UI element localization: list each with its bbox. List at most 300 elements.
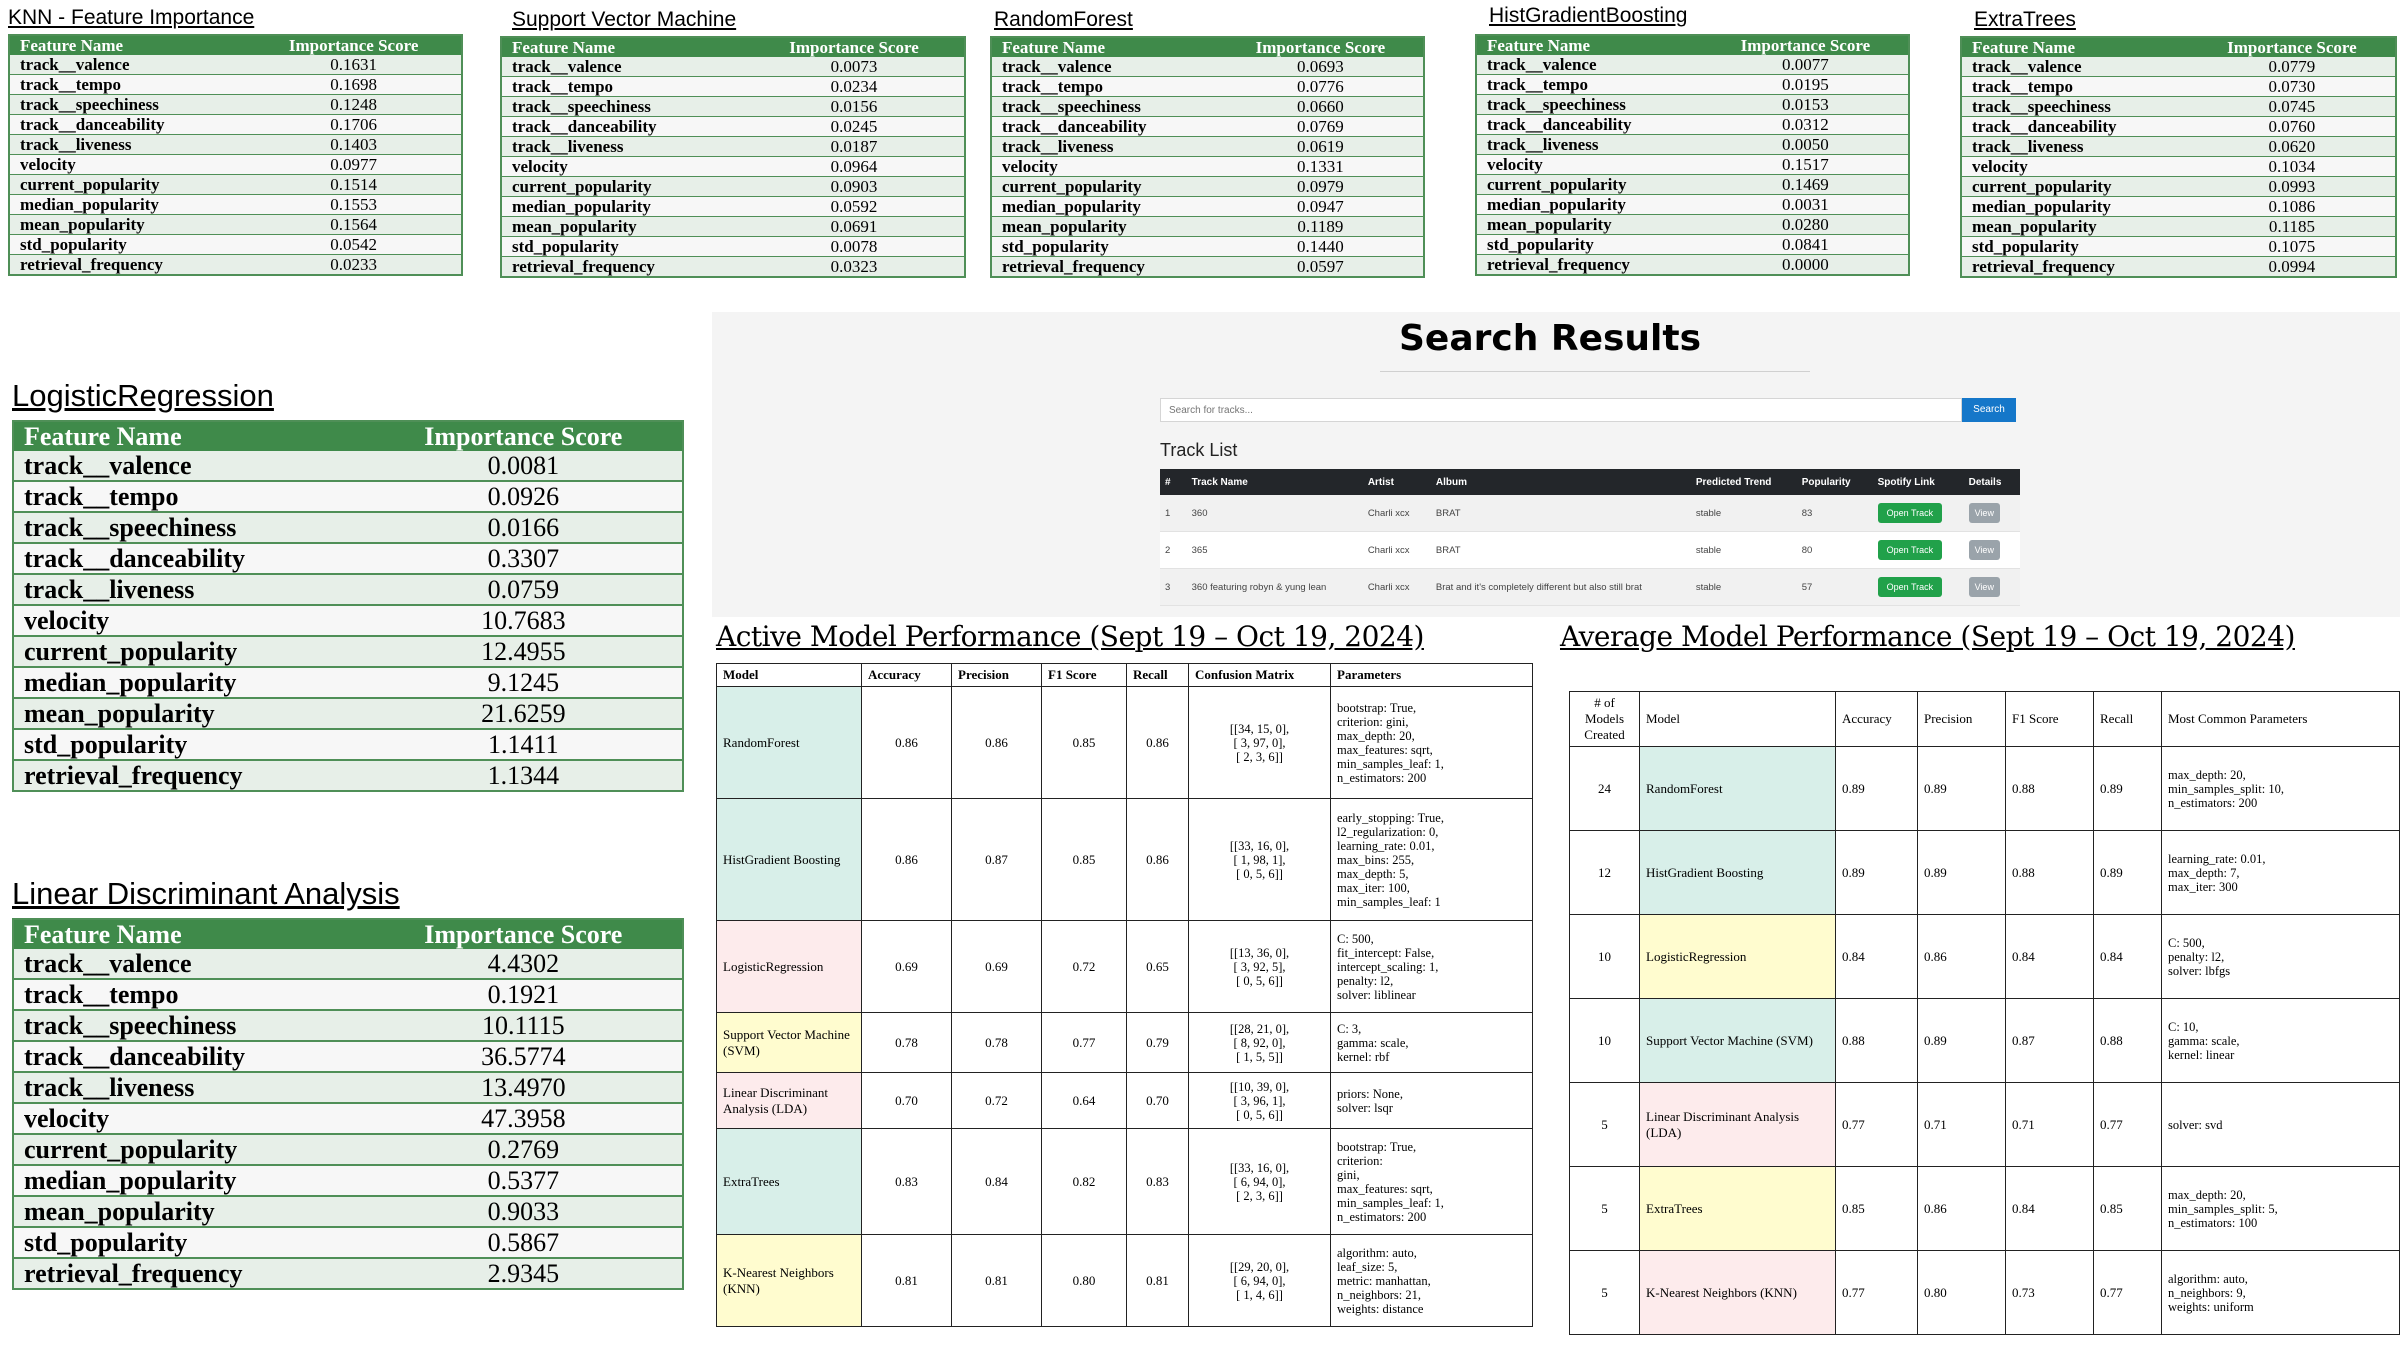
feature-name: track__liveness: [1961, 137, 2189, 157]
matrix-line: [ 0, 5, 6]]: [1236, 1107, 1283, 1122]
importance-score: 47.3958: [365, 1103, 683, 1134]
metric-f1: 0.85: [1042, 799, 1127, 921]
metric-f1: 0.64: [1042, 1073, 1127, 1129]
feature-name: mean_popularity: [13, 1196, 365, 1227]
feature-name: track__speechiness: [991, 97, 1218, 117]
table-row: [991, 217, 1424, 237]
parameters: [2162, 831, 2400, 915]
metric-prec: 0.84: [952, 1129, 1042, 1235]
importance-score: 0.1514: [246, 175, 462, 195]
model-name: ExtraTrees: [1640, 1167, 1836, 1251]
param-line: weights: distance: [1337, 1301, 1424, 1316]
fi-panel-lda: [12, 876, 684, 1290]
fi-title: Support Vector Machine: [512, 8, 737, 31]
fi-title: HistGradientBoosting: [1489, 4, 1688, 27]
matrix-line: [ 8, 92, 0],: [1233, 1035, 1286, 1050]
param-line: n_estimators: 200: [1337, 770, 1427, 785]
importance-score-header: Importance Score: [2189, 37, 2396, 57]
column-header: F1 Score: [1042, 664, 1127, 687]
column-header: Confusion Matrix: [1189, 664, 1331, 687]
matrix-line: [ 0, 5, 6]]: [1236, 973, 1283, 988]
fi-title: KNN - Feature Importance: [8, 6, 255, 29]
feature-name: retrieval_frequency: [1476, 255, 1703, 276]
table-row: [9, 255, 462, 276]
metric-prec: 0.71: [1918, 1083, 2006, 1167]
column-header: Album: [1431, 469, 1691, 495]
parameters: [1331, 1129, 1533, 1235]
feature-name: track__speechiness: [1476, 95, 1703, 115]
param-line: min_samples_leaf: 1,: [1337, 1195, 1444, 1210]
table-row: [1160, 532, 2020, 569]
importance-score: 0.0619: [1218, 137, 1424, 157]
feature-name: track__speechiness: [501, 97, 744, 117]
importance-score: 0.0926: [365, 481, 683, 512]
active-perf-panel: [716, 620, 1533, 1327]
importance-score: 10.7683: [365, 605, 683, 636]
matrix-line: [ 6, 94, 0],: [1233, 1273, 1286, 1288]
view-button[interactable]: View: [1969, 503, 2000, 523]
param-line: C: 10,: [2168, 1019, 2199, 1034]
importance-score: 0.0620: [2189, 137, 2396, 157]
parameters: [1331, 1013, 1533, 1073]
feature-name-header: Feature Name: [1961, 37, 2189, 57]
param-line: kernel: rbf: [1337, 1049, 1390, 1064]
matrix-line: [ 3, 97, 0],: [1233, 735, 1286, 750]
table-row: [13, 1134, 683, 1165]
table-row: [1476, 255, 1909, 276]
metric-acc: 0.84: [1836, 915, 1918, 999]
fi-header-row: [13, 421, 683, 451]
metric-rec: 0.88: [2094, 999, 2162, 1083]
importance-score: 0.1331: [1218, 157, 1424, 177]
model-name: RandomForest: [1640, 747, 1836, 831]
column-header: Predicted Trend: [1691, 469, 1797, 495]
fi-table: [12, 420, 684, 792]
feature-name: track__tempo: [9, 75, 246, 95]
importance-score: 0.0903: [744, 177, 965, 197]
metric-prec: 0.86: [1918, 1167, 2006, 1251]
column-header: Details: [1964, 469, 2020, 495]
importance-score-header: Importance Score: [365, 919, 683, 949]
track-list-title: Track List: [1160, 440, 1238, 460]
feature-name: track__liveness: [13, 574, 365, 605]
feature-name: std_popularity: [13, 1227, 365, 1258]
view-button[interactable]: View: [1969, 540, 2000, 560]
parameters: [1331, 921, 1533, 1013]
column-header: Most Common Parameters: [2162, 692, 2400, 747]
metric-acc: 0.86: [862, 687, 952, 799]
avg-perf-header: [1570, 692, 2400, 747]
importance-score: 4.4302: [365, 949, 683, 979]
models-created-count: 5: [1570, 1083, 1640, 1167]
metric-acc: 0.88: [1836, 999, 1918, 1083]
table-row: [13, 1165, 683, 1196]
param-line: early_stopping: True,: [1337, 810, 1444, 825]
feature-name: std_popularity: [991, 237, 1218, 257]
importance-score: 13.4970: [365, 1072, 683, 1103]
importance-score: 0.0994: [2189, 257, 2396, 278]
table-row: [501, 217, 965, 237]
table-row: [9, 115, 462, 135]
feature-name: track__valence: [13, 451, 365, 481]
param-line: max_depth: 20,: [2168, 767, 2246, 782]
feature-name-header: Feature Name: [501, 37, 744, 57]
table-row: [13, 543, 683, 574]
param-line: n_neighbors: 9,: [2168, 1285, 2246, 1300]
importance-score: 0.1553: [246, 195, 462, 215]
param-line: solver: lbfgs: [2168, 963, 2231, 978]
importance-score: 0.0077: [1703, 55, 1909, 75]
column-header: Precision: [952, 664, 1042, 687]
column-header: Recall: [1127, 664, 1189, 687]
importance-score: 0.0597: [1218, 257, 1424, 278]
page-title: Search Results: [1398, 318, 1702, 359]
track-album: Brat and it's completely different but also still brat: [1431, 569, 1691, 606]
fi-panel-hgb: [1475, 4, 1910, 276]
table-row: [1476, 155, 1909, 175]
track-album: BRAT: [1431, 532, 1691, 569]
feature-name: track__speechiness: [13, 1010, 365, 1041]
table-row: [1476, 115, 1909, 135]
table-row: [1476, 195, 1909, 215]
table-row: [717, 1129, 1533, 1235]
confusion-matrix: [1189, 1013, 1331, 1073]
metric-rec: 0.81: [1127, 1235, 1189, 1327]
matrix-line: [[13, 36, 0],: [1229, 945, 1290, 960]
feature-name: current_popularity: [501, 177, 744, 197]
predicted-trend: stable: [1691, 569, 1797, 606]
importance-score: 0.1403: [246, 135, 462, 155]
importance-score: 0.0947: [1218, 197, 1424, 217]
metric-f1: 0.88: [2006, 831, 2094, 915]
fi-title: LogisticRegression: [12, 378, 274, 413]
importance-score: 0.0841: [1703, 235, 1909, 255]
param-line: l2_regularization: 0,: [1337, 824, 1439, 839]
importance-score: 0.1440: [1218, 237, 1424, 257]
table-row: [501, 177, 965, 197]
metric-rec: 0.77: [2094, 1083, 2162, 1167]
metric-rec: 0.65: [1127, 921, 1189, 1013]
predicted-trend: stable: [1691, 532, 1797, 569]
importance-score: 0.0187: [744, 137, 965, 157]
active-perf-title: Active Model Performance (Sept 19 – Oct 19, 2024): [716, 620, 1424, 653]
importance-score: 0.0000: [1703, 255, 1909, 276]
importance-score-header: Importance Score: [1218, 37, 1424, 57]
importance-score: 1.1411: [365, 729, 683, 760]
param-line: n_estimators: 100: [2168, 1215, 2258, 1230]
feature-name: retrieval_frequency: [991, 257, 1218, 278]
metric-prec: 0.86: [952, 687, 1042, 799]
matrix-line: [[33, 16, 0],: [1229, 838, 1290, 853]
matrix-line: [[10, 39, 0],: [1229, 1079, 1290, 1094]
feature-name: median_popularity: [1961, 197, 2189, 217]
feature-name: std_popularity: [13, 729, 365, 760]
importance-score: 0.1248: [246, 95, 462, 115]
metric-acc: 0.70: [862, 1073, 952, 1129]
importance-score: 0.1086: [2189, 197, 2396, 217]
view-button[interactable]: View: [1969, 577, 2000, 597]
importance-score-header: Importance Score: [1703, 35, 1909, 55]
feature-name: track__tempo: [13, 979, 365, 1010]
feature-name: track__valence: [501, 57, 744, 77]
importance-score: 0.0693: [1218, 57, 1424, 77]
table-row: [717, 1235, 1533, 1327]
feature-name: mean_popularity: [501, 217, 744, 237]
metric-rec: 0.86: [1127, 687, 1189, 799]
feature-name: velocity: [1476, 155, 1703, 175]
importance-score: 0.0050: [1703, 135, 1909, 155]
track-number: 1: [1160, 495, 1187, 532]
param-line: solver: liblinear: [1337, 987, 1416, 1002]
open-track-button[interactable]: Open Track: [1878, 540, 1943, 560]
param-line: bootstrap: True,: [1337, 1139, 1417, 1154]
search-input[interactable]: [1160, 398, 1962, 422]
avg-perf-table: [1569, 691, 2400, 1335]
table-row: [1570, 831, 2400, 915]
importance-score: 0.0081: [365, 451, 683, 481]
table-row: [1961, 137, 2396, 157]
feature-name: velocity: [991, 157, 1218, 177]
importance-score: 0.1034: [2189, 157, 2396, 177]
param-line: algorithm: auto,: [1337, 1245, 1417, 1260]
importance-score: 0.0031: [1703, 195, 1909, 215]
table-row: [13, 979, 683, 1010]
importance-score: 9.1245: [365, 667, 683, 698]
fi-panel-rf: [990, 8, 1425, 278]
column-header: Precision: [1918, 692, 2006, 747]
column-header: Spotify Link: [1873, 469, 1964, 495]
metric-prec: 0.89: [1918, 747, 2006, 831]
table-row: [1476, 175, 1909, 195]
importance-score: 0.0760: [2189, 117, 2396, 137]
importance-score: 0.0993: [2189, 177, 2396, 197]
models-created-count: 24: [1570, 747, 1640, 831]
track-name: 360 featuring robyn & yung lean: [1187, 569, 1363, 606]
metric-rec: 0.83: [1127, 1129, 1189, 1235]
importance-score-header: Importance Score: [246, 35, 462, 55]
param-line: n_neighbors: 21,: [1337, 1287, 1422, 1302]
fi-title: RandomForest: [994, 8, 1133, 31]
param-line: max_depth: 7,: [2168, 865, 2240, 880]
parameters: [2162, 999, 2400, 1083]
metric-f1: 0.73: [2006, 1251, 2094, 1335]
importance-score: 0.1189: [1218, 217, 1424, 237]
model-name: Linear Discriminant Analysis (LDA): [1640, 1083, 1836, 1167]
param-line: min_samples_split: 10,: [2168, 781, 2284, 796]
feature-name: retrieval_frequency: [9, 255, 246, 276]
feature-name-header: Feature Name: [13, 919, 365, 949]
table-row: [501, 117, 965, 137]
metric-prec: 0.89: [1918, 831, 2006, 915]
column-header: # of Models Created: [1570, 692, 1640, 747]
table-row: [717, 687, 1533, 799]
metric-acc: 0.77: [1836, 1083, 1918, 1167]
importance-score: 0.0979: [1218, 177, 1424, 197]
importance-score: 0.1469: [1703, 175, 1909, 195]
param-line: penalty: l2,: [1337, 973, 1394, 988]
column-header: Parameters: [1331, 664, 1533, 687]
metric-rec: 0.86: [1127, 799, 1189, 921]
metric-prec: 0.89: [1918, 999, 2006, 1083]
popularity: 83: [1797, 495, 1873, 532]
param-line: weights: uniform: [2168, 1299, 2254, 1314]
param-line: C: 3,: [1337, 1021, 1362, 1036]
importance-score: 0.9033: [365, 1196, 683, 1227]
metric-acc: 0.86: [862, 799, 952, 921]
param-line: min_samples_leaf: 1,: [1337, 756, 1444, 771]
feature-name: track__tempo: [1961, 77, 2189, 97]
details-cell: [1964, 569, 2020, 606]
metric-f1: 0.80: [1042, 1235, 1127, 1327]
table-row: [13, 729, 683, 760]
table-row: [9, 195, 462, 215]
confusion-matrix: [1189, 687, 1331, 799]
search-button[interactable]: Search: [1962, 398, 2016, 422]
table-row: [1570, 915, 2400, 999]
table-row: [717, 921, 1533, 1013]
table-row: [1570, 999, 2400, 1083]
param-line: intercept_scaling: 1,: [1337, 959, 1439, 974]
feature-name: track__danceability: [13, 543, 365, 574]
matrix-line: [ 3, 92, 5],: [1233, 959, 1286, 974]
table-row: [9, 75, 462, 95]
metric-acc: 0.69: [862, 921, 952, 1013]
confusion-matrix: [1189, 799, 1331, 921]
param-line: algorithm: auto,: [2168, 1271, 2248, 1286]
parameters: [1331, 1235, 1533, 1327]
param-line: bootstrap: True,: [1337, 700, 1417, 715]
spotify-link-cell: [1873, 569, 1964, 606]
table-row: [13, 1072, 683, 1103]
fi-table: [1475, 34, 1910, 276]
feature-name: track__valence: [1961, 57, 2189, 77]
fi-table: [500, 36, 966, 278]
metric-prec: 0.81: [952, 1235, 1042, 1327]
importance-score: 0.1706: [246, 115, 462, 135]
model-name: Support Vector Machine (SVM): [1640, 999, 1836, 1083]
matrix-line: [ 1, 5, 5]]: [1236, 1049, 1283, 1064]
table-row: [501, 257, 965, 278]
feature-name: median_popularity: [991, 197, 1218, 217]
table-row: [717, 799, 1533, 921]
table-row: [501, 157, 965, 177]
confusion-matrix: [1189, 1129, 1331, 1235]
parameters: [1331, 799, 1533, 921]
table-row: [9, 215, 462, 235]
importance-score: 0.1631: [246, 55, 462, 75]
importance-score: 0.5867: [365, 1227, 683, 1258]
importance-score: 36.5774: [365, 1041, 683, 1072]
model-name: HistGradient Boosting: [1640, 831, 1836, 915]
metric-rec: 0.89: [2094, 831, 2162, 915]
param-line: C: 500,: [2168, 935, 2205, 950]
table-row: [1570, 1251, 2400, 1335]
param-line: solver: lsqr: [1337, 1100, 1393, 1115]
feature-name: track__valence: [13, 949, 365, 979]
table-row: [9, 155, 462, 175]
param-line: criterion: gini,: [1337, 714, 1409, 729]
param-line: n_estimators: 200: [1337, 1209, 1427, 1224]
feature-name: track__speechiness: [9, 95, 246, 115]
feature-name: track__danceability: [13, 1041, 365, 1072]
open-track-button[interactable]: Open Track: [1878, 503, 1943, 523]
importance-score: 0.0073: [744, 57, 965, 77]
feature-name: velocity: [13, 1103, 365, 1134]
column-header: #: [1160, 469, 1187, 495]
table-row: [13, 949, 683, 979]
importance-score: 0.0730: [2189, 77, 2396, 97]
table-row: [717, 1073, 1533, 1129]
table-row: [1476, 95, 1909, 115]
table-row: [9, 135, 462, 155]
table-row: [501, 57, 965, 77]
table-row: [991, 117, 1424, 137]
table-row: [13, 451, 683, 481]
feature-name: track__danceability: [1476, 115, 1703, 135]
table-row: [991, 157, 1424, 177]
active-perf-table: [716, 663, 1533, 1327]
importance-score: 21.6259: [365, 698, 683, 729]
metric-f1: 0.72: [1042, 921, 1127, 1013]
fi-header-row: [1476, 35, 1909, 55]
table-row: [1570, 1167, 2400, 1251]
param-line: max_features: sqrt,: [1337, 1181, 1433, 1196]
importance-score: 0.0078: [744, 237, 965, 257]
divider: [1380, 371, 1810, 372]
param-line: max_features: sqrt,: [1337, 742, 1433, 757]
feature-name: track__liveness: [13, 1072, 365, 1103]
metric-prec: 0.87: [952, 799, 1042, 921]
metric-rec: 0.70: [1127, 1073, 1189, 1129]
param-line: max_depth: 20,: [1337, 728, 1415, 743]
table-row: [13, 1041, 683, 1072]
popularity: 80: [1797, 532, 1873, 569]
metric-acc: 0.78: [862, 1013, 952, 1073]
feature-name: track__danceability: [501, 117, 744, 137]
avg-perf-title: Average Model Performance (Sept 19 – Oct 19, 2024): [1560, 620, 2295, 653]
param-line: gamma: scale,: [2168, 1033, 2240, 1048]
metric-f1: 0.77: [1042, 1013, 1127, 1073]
metric-acc: 0.83: [862, 1129, 952, 1235]
parameters: [2162, 915, 2400, 999]
param-line: max_depth: 20,: [2168, 1187, 2246, 1202]
table-row: [501, 237, 965, 257]
metric-rec: 0.89: [2094, 747, 2162, 831]
importance-score: 0.0745: [2189, 97, 2396, 117]
importance-score-header: Importance Score: [744, 37, 965, 57]
feature-name: std_popularity: [9, 235, 246, 255]
param-line: metric: manhattan,: [1337, 1273, 1431, 1288]
feature-name: track__tempo: [991, 77, 1218, 97]
feature-name: retrieval_frequency: [13, 1258, 365, 1289]
table-row: [13, 512, 683, 543]
importance-score: 0.0166: [365, 512, 683, 543]
param-line: max_bins: 255,: [1337, 852, 1415, 867]
feature-name: velocity: [1961, 157, 2189, 177]
metric-acc: 0.89: [1836, 747, 1918, 831]
metric-rec: 0.84: [2094, 915, 2162, 999]
importance-score: 0.0977: [246, 155, 462, 175]
table-row: [9, 95, 462, 115]
importance-score: 0.0964: [744, 157, 965, 177]
feature-name: median_popularity: [1476, 195, 1703, 215]
metric-prec: 0.72: [952, 1073, 1042, 1129]
table-row: [13, 667, 683, 698]
param-line: min_samples_leaf: 1: [1337, 894, 1441, 909]
column-header: Popularity: [1797, 469, 1873, 495]
track-number: 2: [1160, 532, 1187, 569]
open-track-button[interactable]: Open Track: [1878, 577, 1943, 597]
